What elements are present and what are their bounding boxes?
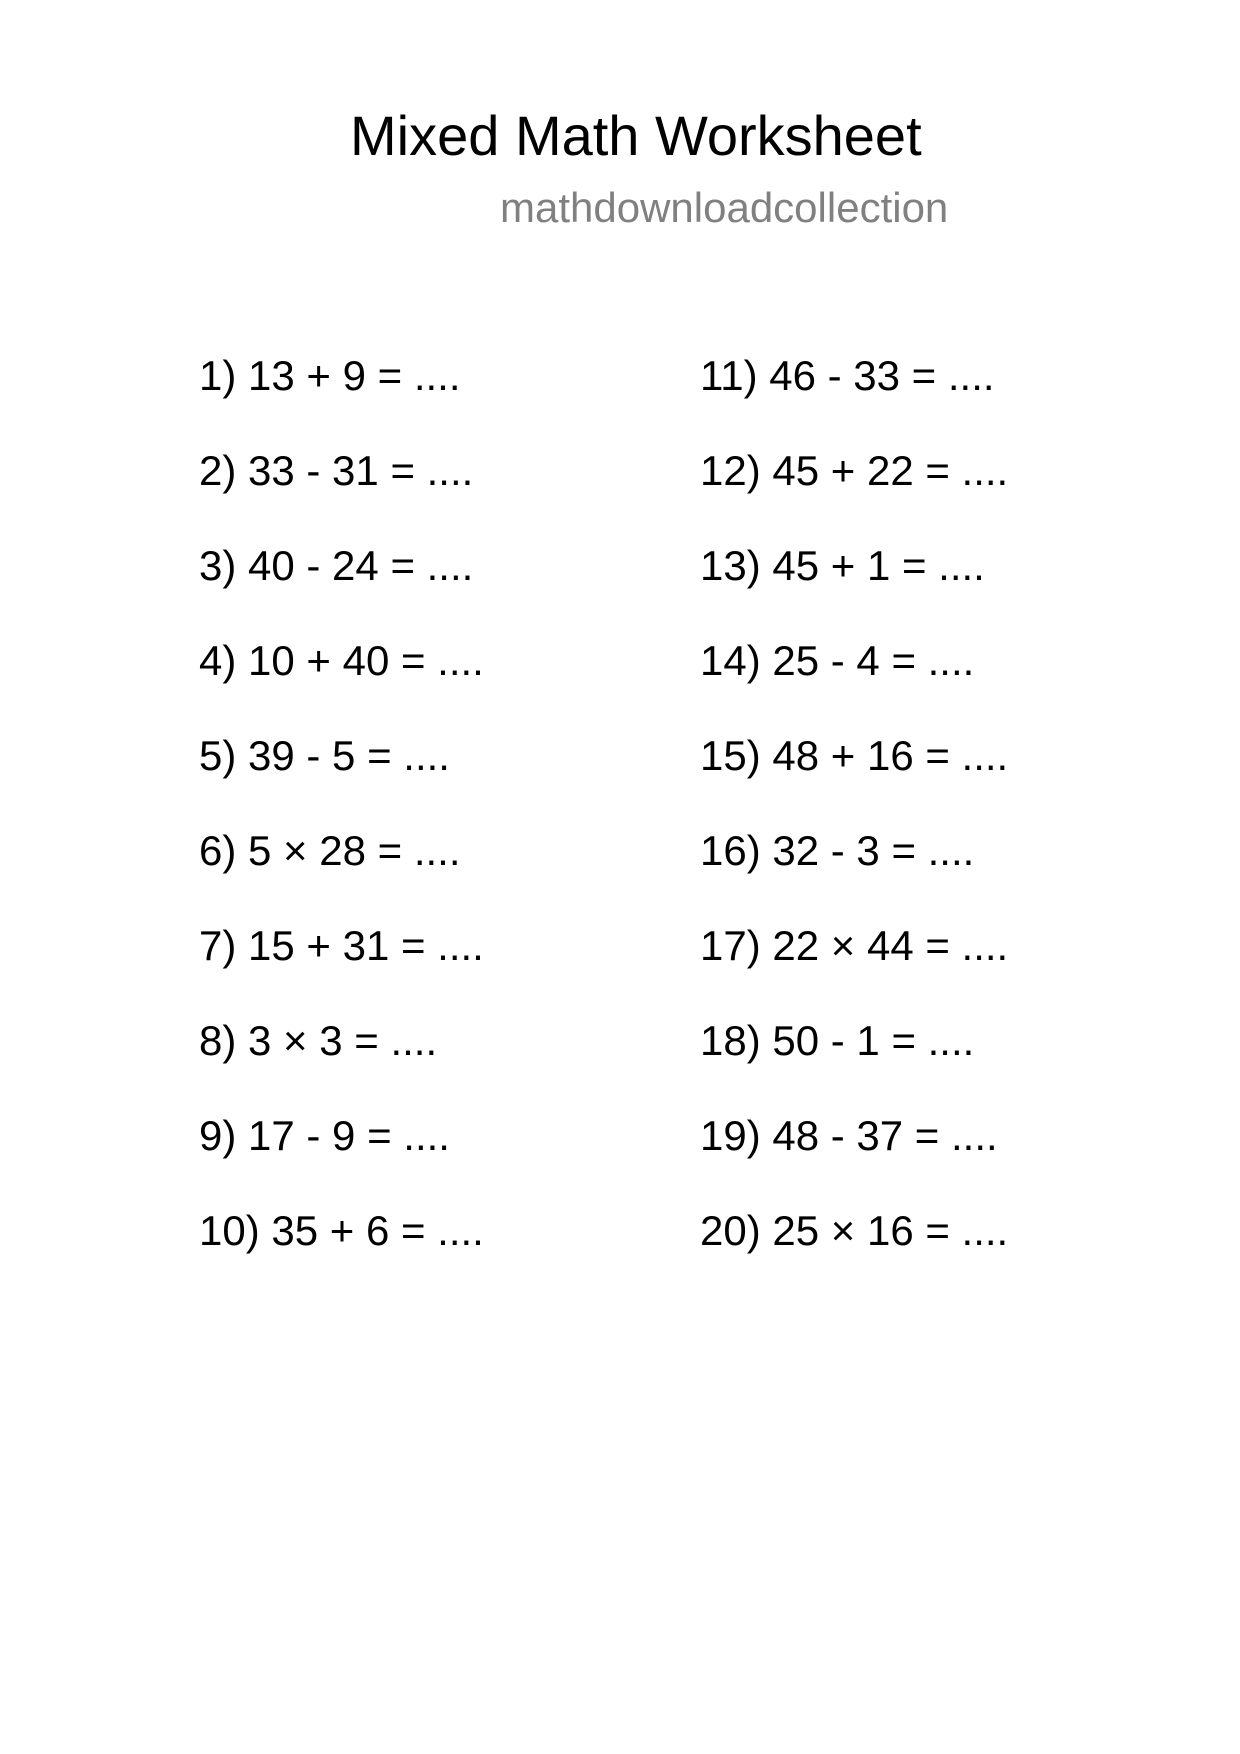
problem-12: 12) 45 + 22 = .... bbox=[700, 447, 1009, 494]
problem-3: 3) 40 - 24 = .... bbox=[199, 542, 474, 589]
worksheet-title: Mixed Math Worksheet bbox=[350, 104, 922, 167]
problem-2: 2) 33 - 31 = .... bbox=[199, 447, 474, 494]
problem-15: 15) 48 + 16 = .... bbox=[700, 732, 1009, 779]
problem-20: 20) 25 × 16 = .... bbox=[700, 1207, 1009, 1254]
problem-4: 4) 10 + 40 = .... bbox=[199, 637, 484, 684]
problem-1: 1) 13 + 9 = .... bbox=[199, 352, 461, 399]
problem-13: 13) 45 + 1 = .... bbox=[700, 542, 985, 589]
problems-column-right bbox=[700, 346, 1220, 1296]
worksheet-source: mathdownloadcollection bbox=[500, 184, 949, 231]
problem-11: 11) 46 - 33 = .... bbox=[700, 352, 995, 399]
problems-column-left bbox=[199, 346, 719, 1296]
problem-17: 17) 22 × 44 = .... bbox=[700, 922, 1009, 969]
problem-7: 7) 15 + 31 = .... bbox=[199, 922, 484, 969]
problem-18: 18) 50 - 1 = .... bbox=[700, 1017, 975, 1064]
problem-16: 16) 32 - 3 = .... bbox=[700, 827, 975, 874]
problem-8: 8) 3 × 3 = .... bbox=[199, 1017, 438, 1064]
problem-5: 5) 39 - 5 = .... bbox=[199, 732, 450, 779]
problem-6: 6) 5 × 28 = .... bbox=[199, 827, 461, 874]
problem-19: 19) 48 - 37 = .... bbox=[700, 1112, 998, 1159]
problem-9: 9) 17 - 9 = .... bbox=[199, 1112, 450, 1159]
problem-10: 10) 35 + 6 = .... bbox=[199, 1207, 484, 1254]
problem-14: 14) 25 - 4 = .... bbox=[700, 637, 975, 684]
